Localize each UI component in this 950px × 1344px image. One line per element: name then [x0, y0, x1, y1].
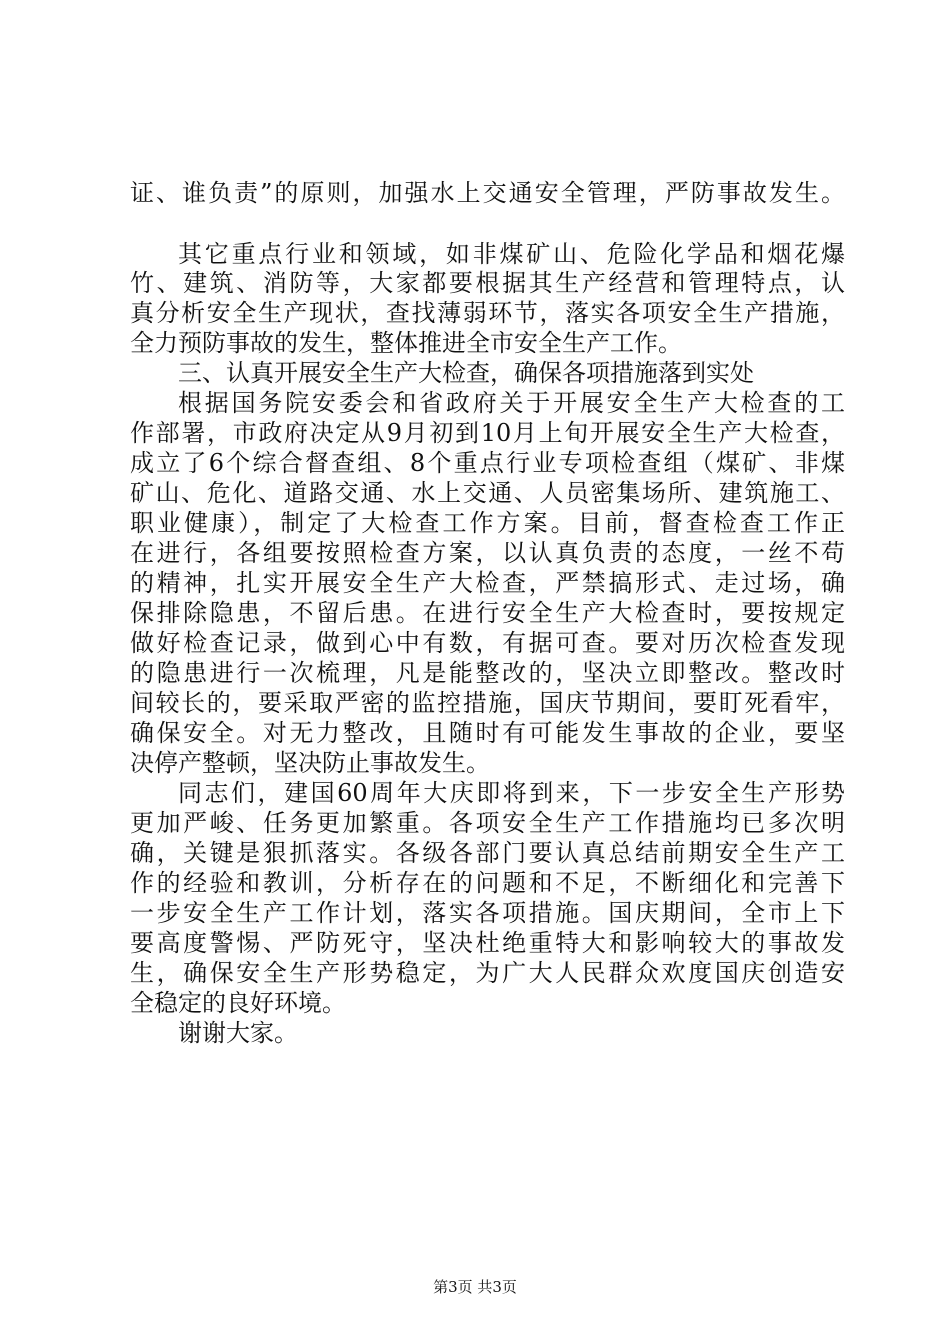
- closing-line: 谢谢大家。: [178, 1019, 298, 1047]
- text-line: 证、谁负责”的原则，加强水上交通安全管理，严防事故发生。: [130, 179, 845, 207]
- text-line: 在进行，各组要按照检查方案，以认真负责的态度，一丝不苟: [130, 539, 845, 567]
- text-line: 做好检查记录，做到心中有数，有据可查。要对历次检查发现: [130, 629, 845, 657]
- text-line: 成立了6个综合督查组、8个重点行业专项检查组（煤矿、非煤: [130, 449, 845, 477]
- text-line: 作部署，市政府决定从9月初到10月上旬开展安全生产大检查，: [130, 419, 845, 447]
- text-line: 的精神，扎实开展安全生产大检查，严禁搞形式、走过场，确: [130, 569, 845, 597]
- text-line: 全稳定的良好环境。: [130, 989, 346, 1017]
- text-line: 更加严峻、任务更加繁重。各项安全生产工作措施均已多次明: [130, 809, 845, 837]
- text-line: 作的经验和教训，分析存在的问题和不足，不断细化和完善下: [130, 869, 845, 897]
- text-line: 一步安全生产工作计划，落实各项措施。国庆期间，全市上下: [130, 899, 845, 927]
- text-line: 其它重点行业和领域，如非煤矿山、危险化学品和烟花爆: [178, 240, 845, 268]
- text-line: 真分析安全生产现状，查找薄弱环节，落实各项安全生产措施，: [130, 299, 845, 327]
- text-line: 确保安全。对无力整改，且随时有可能发生事故的企业，要坚: [130, 719, 845, 747]
- text-line: 确，关键是狠抓落实。各级各部门要认真总结前期安全生产工: [130, 839, 845, 867]
- text-line: 保排除隐患，不留后患。在进行安全生产大检查时，要按规定: [130, 599, 845, 627]
- text-line: 决停产整顿，坚决防止事故发生。: [130, 749, 490, 777]
- text-line: 要高度警惕、严防死守，坚决杜绝重特大和影响较大的事故发: [130, 929, 845, 957]
- text-line: 矿山、危化、道路交通、水上交通、人员密集场所、建筑施工、: [130, 479, 845, 507]
- text-line: 的隐患进行一次梳理，凡是能整改的，坚决立即整改。整改时: [130, 659, 845, 687]
- text-line: 全力预防事故的发生，整体推进全市安全生产工作。: [130, 329, 682, 357]
- text-line: 职业健康），制定了大检查工作方案。目前，督查检查工作正: [130, 509, 845, 537]
- text-line: 间较长的，要采取严密的监控措施，国庆节期间，要盯死看牢，: [130, 689, 845, 717]
- text-line: 根据国务院安委会和省政府关于开展安全生产大检查的工: [178, 389, 845, 417]
- page-number-footer: 第3页 共3页: [433, 1278, 517, 1296]
- text-line: 同志们，建国60周年大庆即将到来，下一步安全生产形势: [178, 779, 845, 807]
- text-line: 竹、建筑、消防等，大家都要根据其生产经营和管理特点，认: [130, 269, 845, 297]
- section-heading: 三、认真开展安全生产大检查，确保各项措施落到实处: [178, 359, 754, 387]
- text-line: 生，确保安全生产形势稳定，为广大人民群众欢度国庆创造安: [130, 959, 845, 987]
